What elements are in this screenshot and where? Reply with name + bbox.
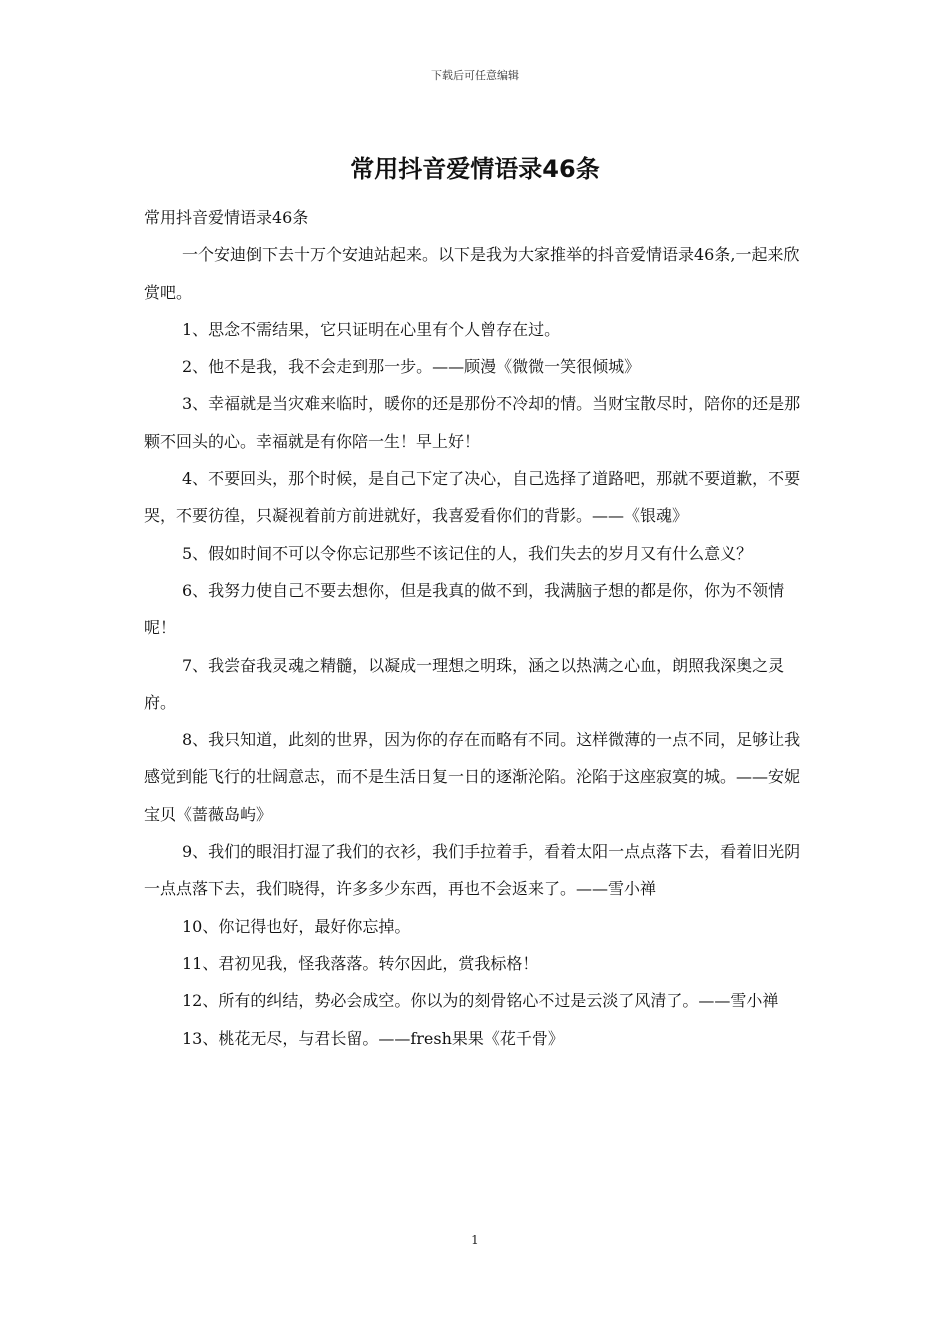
quote-paragraph: 5、假如时间不可以令你忘记那些不该记住的人，我们失去的岁月又有什么意义？ <box>182 543 753 563</box>
quote-paragraph: 12、所有的纠结，势必会成空。你以为的刻骨铭心不过是云淡了风清了。——雪小禅 <box>182 991 779 1011</box>
quote-paragraph: 3、幸福就是当灾难来临时，暖你的还是那份不冷却的情。当财宝散尽时，陪你的还是那颗不回头的心。幸福就是有你陪一生！早上好！ <box>144 394 801 451</box>
document-title: 常用抖音爱情语录46条 <box>350 155 600 183</box>
quote-paragraph: 2、他不是我，我不会走到那一步。——顾漫《微微一笑很倾城》 <box>182 357 641 377</box>
document-body <box>144 199 814 1057</box>
page-header-note: 下载后可任意编辑 <box>431 69 519 82</box>
quote-paragraph: 13、桃花无尽，与君长留。——fresh果果《花千骨》 <box>182 1028 564 1048</box>
quote-paragraph: 11、君初见我，怪我落落。转尔因此，赏我标格！ <box>182 953 539 973</box>
quote-paragraph: 1、思念不需结果，它只证明在心里有个人曾存在过。 <box>182 319 561 339</box>
quote-paragraph: 7、我尝奋我灵魂之精髓，以凝成一理想之明珠，涵之以热满之心血，朗照我深奥之灵府。 <box>144 655 785 712</box>
intro-paragraph: 一个安迪倒下去十万个安迪站起来。以下是我为大家推举的抖音爱情语录46条,一起来欣赏吧。 <box>144 245 800 302</box>
quote-paragraph: 4、不要回头，那个时候，是自己下定了决心，自己选择了道路吧，那就不要道歉，不要哭，不要彷徨，只凝视着前方前进就好，我喜爱看你们的背影。——《银魂》 <box>144 469 801 526</box>
quote-paragraph: 10、你记得也好，最好你忘掉。 <box>182 916 411 936</box>
quote-paragraph: 6、我努力使自己不要去想你，但是我真的做不到，我满脑子想的都是你，你为不领情呢！ <box>144 580 785 638</box>
page-number: 1 <box>471 1233 479 1247</box>
subtitle-paragraph: 常用抖音爱情语录46条 <box>144 208 309 227</box>
quote-paragraph: 9、我们的眼泪打湿了我们的衣衫，我们手拉着手，看着太阳一点点落下去，看着旧光阴一点点落下去，我们晓得，许多多少东西，再也不会返来了。——雪小禅 <box>144 842 801 899</box>
quote-paragraph: 8、我只知道，此刻的世界，因为你的存在而略有不同。这样微薄的一点不同，足够让我感觉到能飞行的壮阔意志，而不是生活日复一日的逐渐沦陷。沦陷于这座寂寞的城。——安妮宝贝《蔷薇岛屿》 <box>144 730 801 824</box>
